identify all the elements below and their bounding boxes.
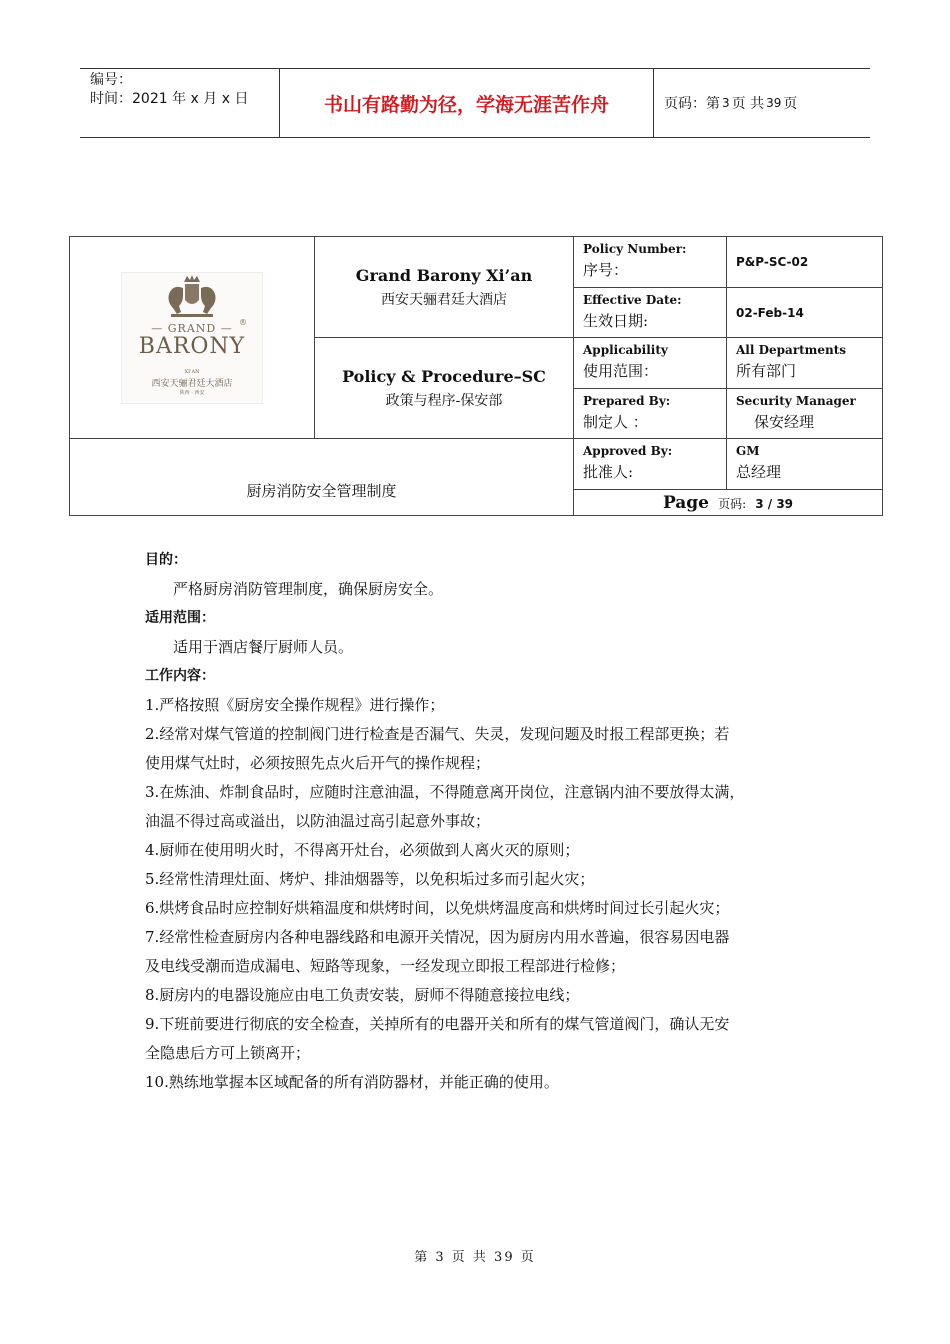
purpose-text: 严格厨房消防管理制度，确保厨房安全。: [173, 580, 444, 598]
policy-number-label: [574, 237, 727, 288]
work-heading: 工作内容：: [145, 668, 215, 684]
number-label: 编号：: [90, 72, 132, 88]
policy-number-label-en: Policy Number:: [583, 242, 687, 256]
logo-city: 陕西 · 西安: [179, 389, 205, 396]
scope-text: 适用于酒店餐厅厨师人员。: [173, 638, 354, 656]
applicability-label-en: Applicability: [583, 343, 668, 357]
work-line: 1.严格按照《厨房安全操作规程》进行操作；: [145, 696, 445, 714]
logo-barony: BARONY: [138, 333, 246, 359]
header-meta: [80, 69, 280, 137]
logo-xian: XI'AN: [184, 368, 200, 375]
work-line: 10.熟练地掌握本区域配备的所有消防器材，并能正确的使用。: [145, 1073, 559, 1091]
document-body: [145, 546, 825, 1097]
effective-date-label: [574, 288, 727, 338]
page-total: 39: [766, 96, 782, 110]
prepared-by-label-en: Prepared By:: [583, 394, 671, 408]
page-label-cn: 页码:: [718, 496, 747, 511]
applicability-value: [727, 338, 883, 389]
work-line: 5.经常性清理灶面、烤炉、排油烟器等，以免积垢过多而引起火灾；: [145, 870, 595, 888]
applicability-value-cn: 所有部门: [736, 362, 797, 380]
hotel-name-cn: 西安天骊君廷大酒店: [381, 291, 507, 308]
prepared-by-label: [574, 389, 727, 439]
page-prefix: 页码：第: [664, 96, 720, 112]
work-line: 8.厨房内的电器设施应由电工负责安装，厨师不得随意接拉电线；: [145, 986, 580, 1004]
page-suffix: 页: [783, 96, 798, 112]
time-label: 时间：2021 年 x 月 x 日: [90, 91, 249, 107]
logo-grand: — GRAND —: [151, 321, 233, 335]
approved-by-label: [574, 439, 727, 490]
effective-date-label-cn: 生效日期:: [583, 312, 649, 330]
applicability-label: [574, 338, 727, 389]
work-line: 全隐患后方可上锁离开；: [145, 1044, 311, 1062]
logo-cell: [70, 237, 315, 439]
applicability-label-cn: 使用范围：: [583, 362, 659, 380]
work-line: 及电线受潮而造成漏电、短路等现象，一经发现立即报工程部进行检修；: [145, 957, 626, 975]
work-line: 7.经常性检查厨房内各种电器线路和电源开关情况，因为厨房内用水普遍，很容易因电器: [145, 928, 730, 946]
policy-table: [69, 236, 883, 516]
header-page-indicator: [654, 69, 870, 137]
work-line: 2.经常对煤气管道的控制阀门进行检查是否漏气、失灵，发现问题及时报工程部更换；若: [145, 725, 730, 743]
hotel-name-cell: [315, 237, 574, 338]
page-mid: 页 共: [731, 96, 765, 112]
work-line: 油温不得过高或溢出，以防油温过高引起意外事故；: [145, 812, 491, 830]
prepared-by-value-cn: 保安经理: [754, 413, 815, 431]
policy-name-en: Policy & Procedure–SC: [342, 366, 546, 386]
policy-name-cn: 政策与程序-保安部: [385, 392, 503, 409]
prepared-by-value-en: Security Manager: [736, 394, 856, 408]
effective-date-value: 02-Feb-14: [727, 288, 883, 338]
policy-number-label-cn: 序号：: [583, 261, 629, 279]
approved-by-label-cn: 批准人:: [583, 463, 634, 481]
logo-chinese-name: 西安天骊君廷大酒店: [151, 378, 233, 389]
scope-heading: 适用范围：: [145, 610, 215, 626]
work-line: 9.下班前要进行彻底的安全检查，关掉所有的电器开关和所有的煤气管道阀门，确认无安: [145, 1015, 730, 1033]
work-line: 4.厨师在使用明火时，不得离开灶台，必须做到人离火灭的原则；: [145, 841, 580, 859]
approved-by-label-en: Approved By:: [583, 444, 673, 458]
page-value: 3 / 39: [755, 496, 794, 511]
prepared-by-label-cn: 制定人 ：: [583, 413, 648, 431]
policy-name-cell: [315, 338, 574, 439]
page-current: 3: [722, 96, 730, 110]
logo-registered: ®: [239, 317, 247, 327]
page-cell: [574, 490, 883, 516]
effective-date-label-en: Effective Date:: [583, 293, 682, 307]
work-line: 3.在炼油、炸制食品时，应随时注意油温，不得随意离开岗位，注意锅内油不要放得太满，: [145, 783, 745, 801]
page-footer: 第 3 页 共 39 页: [414, 1250, 536, 1265]
purpose-heading: 目的：: [145, 552, 187, 568]
header-motto: 书山有路勤为径，学海无涯苦作舟: [280, 69, 654, 137]
page-label-en: Page: [662, 492, 709, 513]
work-line: 使用煤气灶时，必须按照先点火后开气的操作规程；: [145, 754, 491, 772]
applicability-value-en: All Departments: [736, 343, 847, 357]
policy-number-value: P&P-SC-02: [727, 237, 883, 288]
top-header: [80, 68, 870, 138]
approved-by-value-en: GM: [736, 444, 760, 458]
work-line: 6.烘烤食品时应控制好烘箱温度和烘烤时间，以免烘烤温度高和烘烤时间过长引起火灾；: [145, 899, 730, 917]
approved-by-value-cn: 总经理: [736, 463, 782, 481]
hotel-logo: [121, 272, 263, 404]
prepared-by-value: [727, 389, 883, 439]
policy-title: 厨房消防安全管理制度: [70, 439, 574, 516]
hotel-name-en: Grand Barony Xi’an: [355, 265, 533, 285]
approved-by-value: [727, 439, 883, 490]
